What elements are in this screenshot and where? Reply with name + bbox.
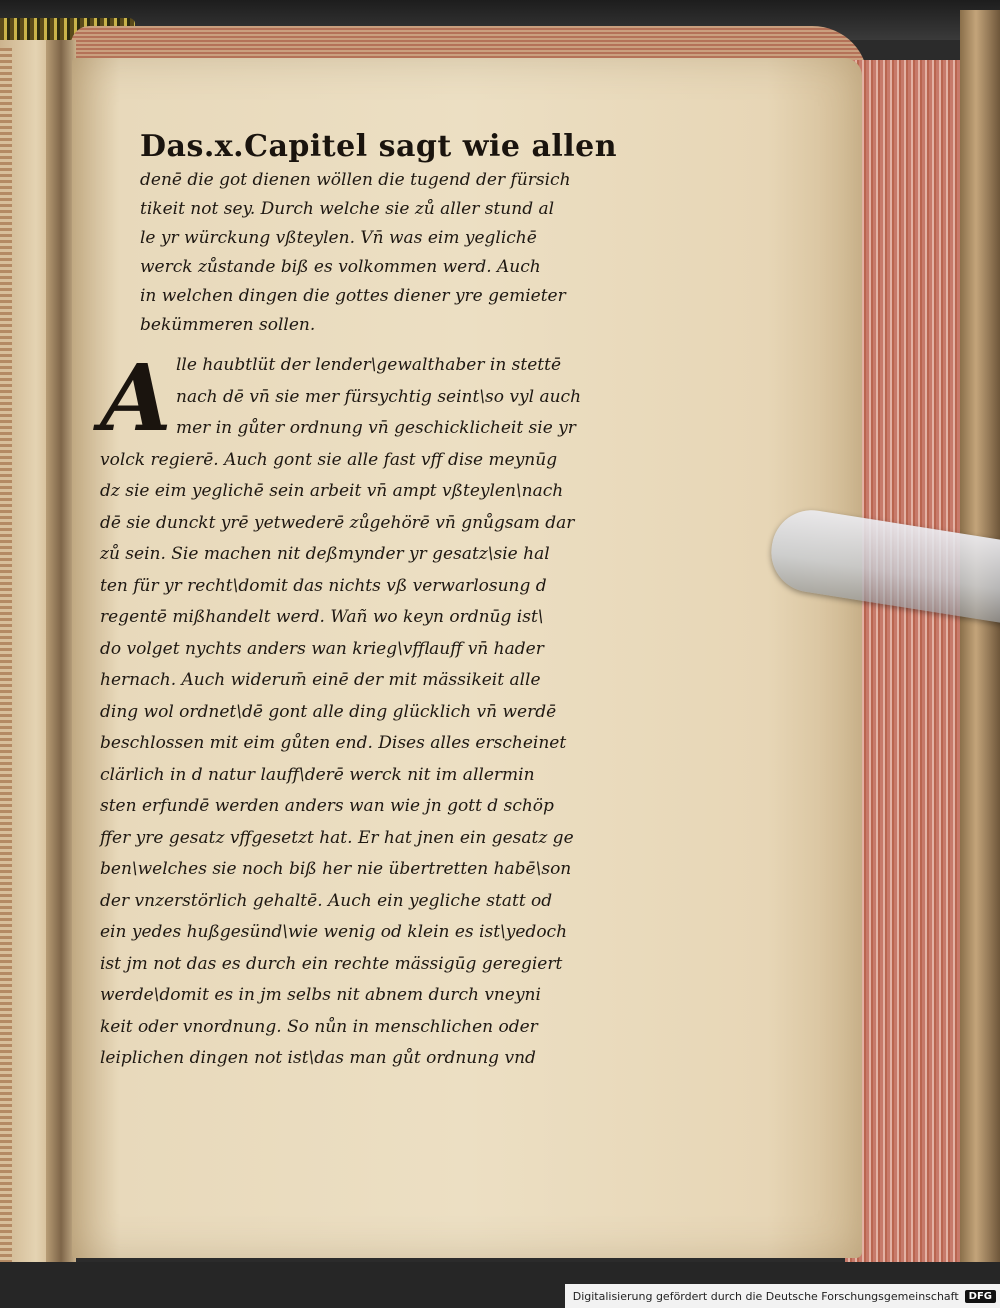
indented-lines	[100, 344, 700, 452]
text-line: nach dē vn̄ sie mer fürsychtig seint\so vyl auch	[176, 386, 582, 407]
summary-line: tikeit not sey. Durch welche sie zů aller stund al	[140, 199, 555, 219]
chapter-heading: Das.x.Capitel sagt wie allen	[140, 129, 618, 164]
text-line: dē sie dunckt yrē yetwederē zůgehörē vn̄ gnůgsam dar	[100, 512, 575, 533]
text-line: der vnzerstörlich gehaltē. Auch ein yegliche statt od	[100, 890, 553, 911]
text-line: ffer yre gesatz vffgesetzt hat. Er hat jnen ein gesatz ge	[100, 827, 574, 848]
text-line: hernach. Auch widerum̄ einē der mit mässikeit alle	[100, 670, 541, 690]
credit-text: Digitalisierung gefördert durch die Deutsche Forschungsgemeinschaft	[572, 1289, 959, 1303]
summary-line: werck zůstande biß es volkommen werd. Auch	[140, 257, 541, 277]
text-line: beschlossen mit eim gůten end. Dises alles erscheinet	[100, 733, 567, 753]
summary-line: le yr würckung vßteylen. Vn̄ was eim yeglichē	[140, 228, 537, 248]
text-line: ben\welches sie noch biß her nie übertretten habē\son	[100, 859, 572, 879]
text-line: werde\domit es in jm selbs nit abnem durch vneyni	[100, 985, 541, 1005]
text-line: mer in gůter ordnung vn̄ geschicklicheit sie yr	[176, 418, 576, 438]
text-line: keit oder vnordnung. So nůn in menschlichen oder	[100, 1016, 538, 1037]
left-page-edge	[0, 48, 12, 1263]
body-text	[100, 344, 700, 1075]
text-line: zů sein. Sie machen nit deßmynder yr gesatz\sie hal	[100, 544, 550, 564]
fore-edge	[845, 60, 965, 1280]
text-line: ding wol ordnet\dē gont alle ding glücklich vn̄ werdē	[100, 701, 557, 722]
text-line: ten für yr recht\domit das nichts vß verwarlosung d	[100, 575, 547, 596]
chapter-summary	[140, 166, 700, 340]
book-cover	[960, 10, 1000, 1300]
page-text	[100, 128, 700, 1075]
footer-credit	[565, 1284, 1000, 1308]
text-line: regentē mißhandelt werd. Wañ wo keyn ordnūg ist\	[100, 607, 544, 627]
text-line: clärlich in d natur lauff\derē werck nit im allermin	[100, 764, 535, 785]
text-line: leiplichen dingen not ist\das man gůt ordnung vnd	[100, 1048, 536, 1068]
text-line: volck regierē. Auch gont sie alle fast vff dise meynūg	[100, 449, 558, 470]
summary-line: in welchen dingen die gottes diener yre gemieter	[140, 286, 566, 306]
decorated-initial: A	[100, 344, 172, 452]
text-line: ist jm not das es durch ein rechte mässigūg geregiert	[100, 953, 563, 974]
text-line: do volget nychts anders wan krieg\vfflauff vn̄ hader	[100, 638, 544, 659]
text-line: sten erfundē werden anders wan wie jn gott d schöp	[100, 796, 554, 816]
text-line: dz sie eim yeglichē sein arbeit vn̄ ampt vßteylen\nach	[100, 481, 564, 501]
text-line: ein yedes hußgesünd\wie wenig od klein es ist\yedoch	[100, 922, 568, 942]
summary-line: bekümmeren sollen.	[140, 315, 316, 335]
body-lines	[100, 445, 700, 1075]
text-line: lle haubtlüt der lender\gewalthaber in stettē	[176, 355, 562, 375]
dfg-logo: DFG	[965, 1290, 996, 1303]
summary-line: denē die got dienen wöllen die tugend der fürsich	[140, 170, 571, 190]
